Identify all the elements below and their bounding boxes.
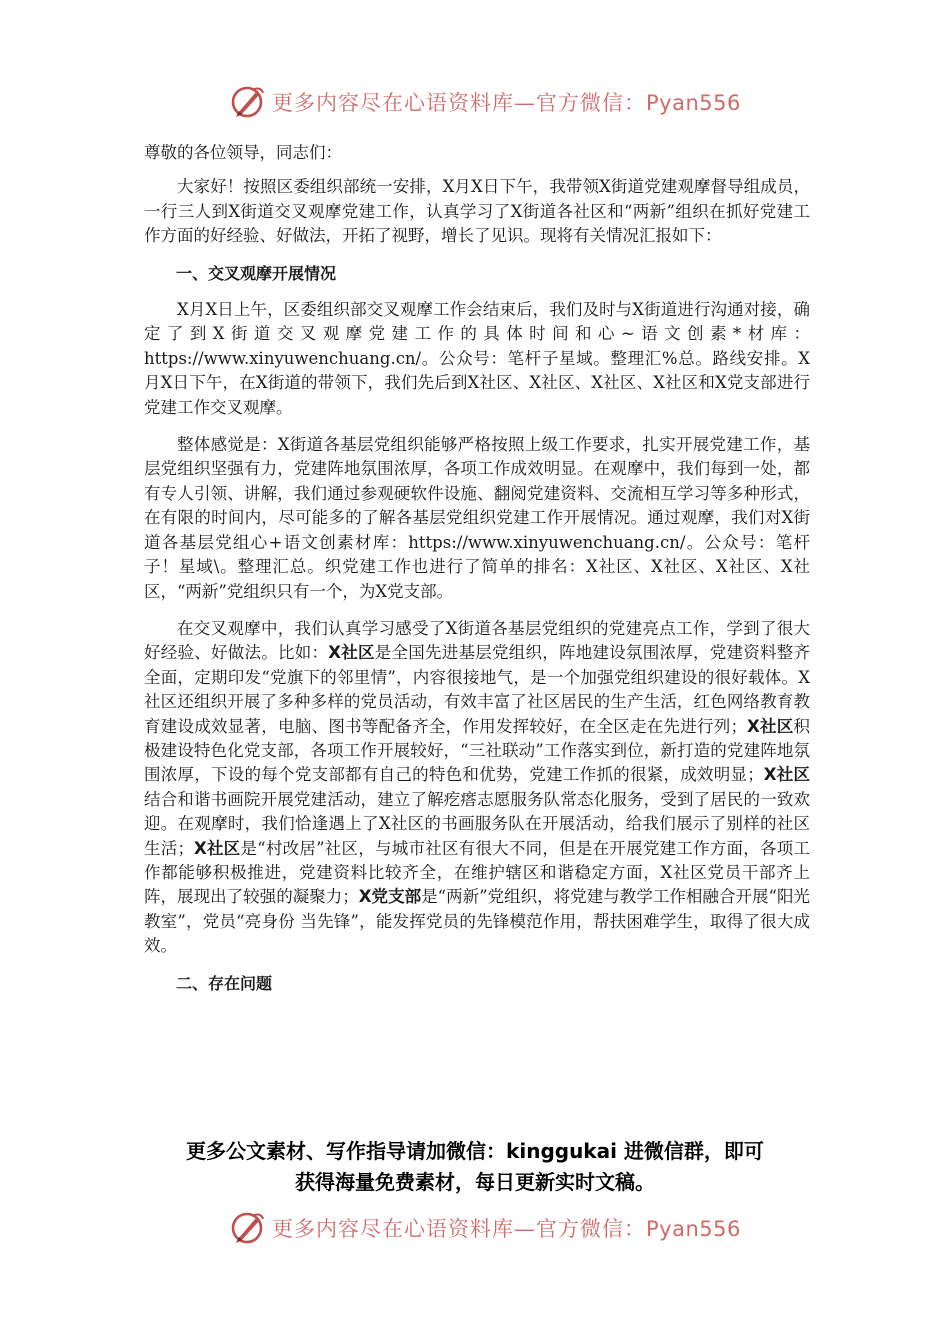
banner-wechat-id: Pyan556 xyxy=(646,91,741,115)
paragraph-overall: 整体感觉是：X街道各基层党组织能够严格按照上级工作要求，扎实开展党建工作，基层党组织坚强有力，党建阵地氛围浓厚，各项工作成效明显。在观摩中，我们每到一处，都有专人引领、讲解，我们通过参观硬软件设施、翻阅党建资料、交流相互学习等多种形式，在有限的时间内，尽可能多的了解各基层党组织党建工作开展情况。通过观摩，我们对X街道各基层党组心+语文创素材库：https://www.xinyuwenchuang.cn/。公众号：笔杆子！星域\。整理汇总。织党建工作也进行了简单的排名：X社区、X社区、X社区、X社区，“两新”党组织只有一个，为X党支部。 xyxy=(144,435,810,601)
highlight-text: 是“两新”党组织，将党建与教学工作相融合开展“阳光教室”，党员“亮身份 当先锋”，能发挥党员的先锋模范作用，帮扶困难学生，取得了很大成效。 xyxy=(144,887,811,956)
highlight-name: X党支部 xyxy=(358,887,422,907)
section-heading-1: 一、交叉观摩开展情况 xyxy=(176,263,337,283)
intro-paragraph: 大家好！按照区委组织部统一安排，X月X日下午，我带领X街道党建观摩督导组成员，一行三人到X街道交叉观摩党建工作，认真学习了X街道各社区和“两新”组织在抓好党建工作方面的好经验、好做法，开拓了视野，增长了见识。现将有关情况汇报如下： xyxy=(144,177,810,246)
promo-line-2: 获得海量免费素材，每日更新实时文稿。 xyxy=(295,1170,655,1194)
paragraph-schedule: X月X日上午，区委组织部交叉观摩工作会结束后，我们及时与X街道进行沟通对接，确定了到X街道交叉观摩党建工作的具体时间和心~语文创素*材库：https://www.xinyuwenchuang.cn/。公众号：笔杆子星域。整理汇%总。路线安排。X月X日下午，在X街道的带领下，我们先后到X社区、X社区、X社区、X社区和X党支部进行党建工作交叉观摩。 xyxy=(144,300,810,417)
highlight-name: X社区 xyxy=(328,643,375,663)
banner-wechat-id: Pyan556 xyxy=(646,1217,741,1241)
banner-text: 更多内容尽在心语资料库—官方微信：Pyan556 xyxy=(272,91,741,115)
promo-notice xyxy=(130,1136,820,1198)
highlight-name: X社区 xyxy=(747,716,794,736)
pen-logo-icon xyxy=(228,1208,268,1248)
banner-text: 更多内容尽在心语资料库—官方微信：Pyan556 xyxy=(272,1217,741,1241)
highlight-text: 结合和谐书画院开展党建活动，建立了解疙瘩志愿服务队常态化服务，受到了居民的一致欢迎。在观摩时，我们恰逢遇上了X社区的书画服务队在开展活动，给我们展示了别样的社区生活； xyxy=(144,789,810,858)
header-banner xyxy=(228,82,741,122)
pen-logo-icon xyxy=(228,82,268,122)
footer-banner xyxy=(228,1208,741,1248)
paragraph-highlights xyxy=(144,617,810,959)
highlight-name: X社区 xyxy=(193,838,241,858)
highlight-text: 是“村改居”社区，与城市社区有很大不同，但是在开展党建工作方面，各项工作都能够积极推进，党建资料比较齐全，在维护辖区和谐稳定方面，X社区党员干部齐上阵，展现出了较强的凝聚力； xyxy=(144,838,810,907)
section-heading-2: 二、存在问题 xyxy=(176,973,273,993)
highlight-text: 是全国先进基层党组织，阵地建设氛围浓厚，党建资料整齐全面，定期印发“党旗下的邻里情”，内容很接地气，是一个加强党组织建设的很好载体。X社区还组织开展了多种多样的党员活动，有效丰富了社区居民的生产生活，红色网络教育教育建设成效显著，电脑、图书等配备齐全，作用发挥较好，在全区走在先进行列； xyxy=(144,643,811,736)
promo-line-1: 更多公文素材、写作指导请加微信：kinggukai 进微信群，即可 xyxy=(186,1139,764,1163)
highlights-lead: 在交叉观摩中，我们认真学习感受了X街道各基层党组织的党建亮点工作，学到了很大好经验、好做法。比如： xyxy=(144,618,810,663)
highlight-text: 积极建设特色化党支部，各项工作开展较好，“三社联动”工作落实到位，新打造的党建阵地氛围浓厚，下设的每个党支部都有自己的特色和优势，党建工作抓的很紧，成效明显； xyxy=(144,716,810,785)
highlight-name: X社区 xyxy=(763,765,811,785)
salutation: 尊敬的各位领导，同志们： xyxy=(144,143,342,162)
document-body xyxy=(144,141,810,1008)
